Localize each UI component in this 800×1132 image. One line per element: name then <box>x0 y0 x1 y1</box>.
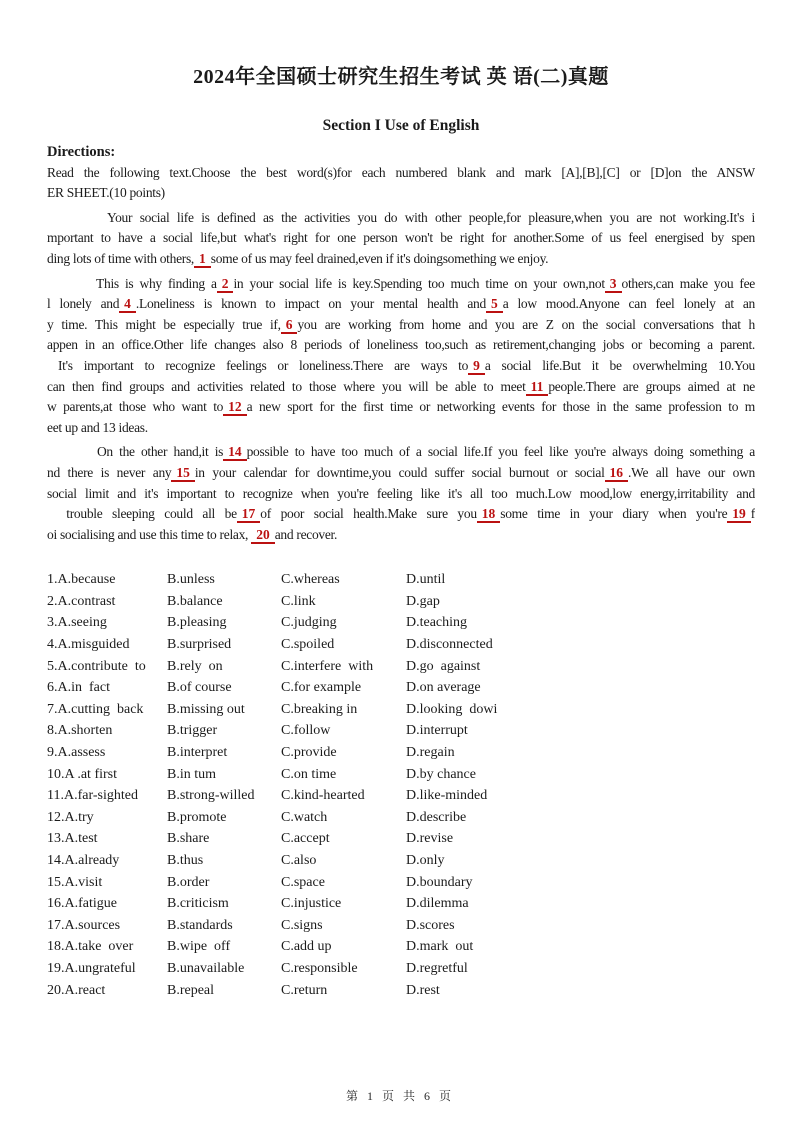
option-cell: C.watch <box>281 809 328 825</box>
text-line: eet up and 13 ideas. <box>47 419 148 435</box>
cloze-blank-5: 5 <box>486 296 503 313</box>
option-cell: D.gap <box>406 593 440 609</box>
cloze-blank-12: 12 <box>223 399 247 416</box>
option-row <box>47 699 755 721</box>
option-cell: B.of course <box>167 680 232 696</box>
option-cell: B.order <box>167 874 210 890</box>
option-cell: C.follow <box>281 723 331 739</box>
option-cell: B.interpret <box>167 745 228 761</box>
text-line: l lonely and 4 .Loneliness is known to impact on your mental health and 5 a low mood.Anyone can feel lonely at an <box>47 296 755 312</box>
option-cell: C.for example <box>281 680 362 696</box>
option-cell: B.thus <box>167 853 204 868</box>
option-row <box>47 764 755 786</box>
option-cell: C.also <box>281 853 317 868</box>
text-line: It's important to recognize feelings or loneliness.There are ways to 9 a social life.But it be overwhelming 10.You <box>47 357 755 373</box>
cloze-blank-20: 20 <box>251 527 275 544</box>
text-line: ding lots of time with others, 1 some of us may feel drained,even if it's doingsomething we enjoy. <box>47 250 549 266</box>
text-line: y time. This might be especially true if, 6 you are working from home and you are Z on the social conversations that h <box>47 316 755 332</box>
cloze-blank-11: 11 <box>526 379 549 396</box>
directions-label: Directions: <box>47 144 116 160</box>
option-cell: 2.A.contrast <box>47 593 116 609</box>
option-cell: D.on average <box>406 680 481 696</box>
option-row <box>47 828 755 850</box>
option-cell: 4.A.misguided <box>47 637 130 653</box>
passage-paragraph <box>47 208 755 270</box>
option-cell: C.add up <box>281 939 332 955</box>
option-cell: B.balance <box>167 593 223 609</box>
option-cell: C.whereas <box>281 572 340 588</box>
option-cell: B.strong-willed <box>167 788 255 804</box>
directions-text <box>47 163 755 204</box>
text-line: Your social life is defined as the activities you do with other people,for pleasure,when you are not working.It's i <box>47 209 755 225</box>
cloze-blank-9: 9 <box>468 358 485 375</box>
text-line: nd there is never any 15 in your calendar for downtime,you could suffer social burnout or social 16 .We all have our own <box>47 464 755 480</box>
option-cell: C.signs <box>281 917 323 933</box>
option-cell: C.responsible <box>281 960 358 976</box>
option-cell: 12.A.try <box>47 809 94 825</box>
option-row <box>47 893 755 915</box>
option-cell: C.return <box>281 982 328 998</box>
option-cell: 7.A.cutting back <box>47 701 144 717</box>
option-cell: 3.A.seeing <box>47 615 107 631</box>
cloze-blank-6: 6 <box>281 317 298 334</box>
text-line: This is why finding a 2 in your social life is key.Spending too much time on your own,not 3 others,can make you fee <box>47 275 755 291</box>
option-cell: 15.A.visit <box>47 874 103 890</box>
option-row <box>47 936 755 958</box>
option-cell: B.in tum <box>167 766 217 782</box>
option-cell: 5.A.contribute to <box>47 658 146 674</box>
option-cell: C.breaking in <box>281 701 358 717</box>
cloze-blank-1: 1 <box>194 251 211 268</box>
option-cell: D.boundary <box>406 874 473 890</box>
option-cell: C.space <box>281 874 325 890</box>
option-cell: 18.A.take over <box>47 939 134 955</box>
option-cell: C.judging <box>281 615 337 631</box>
option-cell: 10.A .at first <box>47 766 117 782</box>
option-cell: D.interrupt <box>406 723 468 739</box>
option-cell: C.on time <box>281 766 337 782</box>
option-cell: B.pleasing <box>167 615 227 631</box>
page-title: 2024年全国硕士研究生招生考试 英 语(二)真题 <box>193 66 609 88</box>
text-line: social limit and it's important to recognize when you're feeling like it's all too much.Low mood,low energy,irritability and <box>47 485 755 501</box>
option-row <box>47 569 755 591</box>
option-row <box>47 677 755 699</box>
option-cell: C.accept <box>281 831 330 847</box>
text-line: mportant to have a social life,but what's right for one person won't be right for another.Some of us feel energised by spen <box>47 230 755 246</box>
option-cell: D.disconnected <box>406 637 493 653</box>
option-cell: B.surprised <box>167 637 232 653</box>
option-cell: D.teaching <box>406 615 468 631</box>
option-cell: B.standards <box>167 917 233 933</box>
option-cell: C.injustice <box>281 896 342 912</box>
option-cell: 13.A.test <box>47 831 98 847</box>
text-line: Read the following text.Choose the best word(s)for each numbered blank and mark [A],[B],[C] or [D]on the ANSW <box>47 164 755 180</box>
option-cell: B.promote <box>167 809 227 825</box>
page-number-footer: 第 1 页 共 6 页 <box>345 1089 454 1103</box>
option-cell: B.missing out <box>167 701 245 717</box>
cloze-blank-17: 17 <box>237 506 261 523</box>
option-cell: B.criticism <box>167 896 229 912</box>
option-cell: C.link <box>281 593 316 609</box>
option-cell: D.only <box>406 853 445 868</box>
option-row <box>47 742 755 764</box>
option-row <box>47 591 755 613</box>
option-cell: 8.A.shorten <box>47 723 113 739</box>
passage-paragraph <box>47 442 755 545</box>
options-table <box>47 569 755 1001</box>
option-cell: C.interfere with <box>281 658 374 674</box>
cloze-blank-2: 2 <box>217 276 234 293</box>
option-cell: D.revise <box>406 831 454 847</box>
option-cell: D.scores <box>406 917 455 933</box>
option-row <box>47 807 755 829</box>
option-row <box>47 958 755 980</box>
option-cell: 14.A.already <box>47 853 120 868</box>
option-cell: D.rest <box>406 982 440 998</box>
option-cell: D.mark out <box>406 939 474 955</box>
text-line: oi socialising and use this time to relax, 20 and recover. <box>47 526 338 542</box>
option-cell: B.unless <box>167 572 215 588</box>
text-line: appen in an office.Other life changes also 8 periods of loneliness too,such as retirement,changing jobs or becoming a parent. <box>47 337 755 353</box>
cloze-blank-19: 19 <box>727 506 751 523</box>
option-row <box>47 980 755 1002</box>
cloze-blank-3: 3 <box>605 276 622 293</box>
option-cell: 1.A.because <box>47 572 116 588</box>
option-cell: C.provide <box>281 745 337 761</box>
option-row <box>47 785 755 807</box>
option-cell: D.like-minded <box>406 788 488 804</box>
option-cell: D.go against <box>406 658 481 674</box>
option-cell: B.repeal <box>167 982 215 998</box>
option-row <box>47 720 755 742</box>
option-cell: 20.A.react <box>47 982 106 998</box>
option-row <box>47 915 755 937</box>
text-line: w parents,at those who want to 12 a new sport for the first time or networking events for those in the same profession to m <box>47 399 755 415</box>
option-cell: D.looking dowi <box>406 701 498 717</box>
option-row <box>47 634 755 656</box>
option-row <box>47 612 755 634</box>
option-cell: B.share <box>167 831 210 847</box>
text-line: On the other hand,it is 14 possible to have too much of a social life.If you feel like you're always doing something a <box>47 444 755 460</box>
text-line: trouble sleeping could all be 17 of poor social health.Make sure you 18 some time in your diary when you're 19 f <box>47 506 755 522</box>
option-cell: C.kind-hearted <box>281 788 365 804</box>
cloze-blank-18: 18 <box>477 506 501 523</box>
option-cell: 11.A.far-sighted <box>47 788 138 804</box>
option-cell: D.regretful <box>406 960 468 976</box>
option-cell: D.dilemma <box>406 896 469 912</box>
option-cell: 6.A.in fact <box>47 680 110 696</box>
cloze-blank-15: 15 <box>171 465 195 482</box>
passage-paragraph <box>47 274 755 439</box>
option-row <box>47 656 755 678</box>
text-line: ER SHEET.(10 points) <box>47 185 165 201</box>
option-cell: 16.A.fatigue <box>47 896 117 912</box>
option-cell: 9.A.assess <box>47 745 106 761</box>
option-cell: 17.A.sources <box>47 917 121 933</box>
option-cell: D.by chance <box>406 766 476 782</box>
section-heading: Section I Use of English <box>322 117 480 134</box>
option-cell: C.spoiled <box>281 637 335 653</box>
option-cell: D.until <box>406 572 446 588</box>
option-row <box>47 850 755 872</box>
option-cell: 19.A.ungrateful <box>47 960 136 976</box>
text-line: can then find groups and activities related to those where you will be able to meet 11 people.There are groups aimed at ne <box>47 378 755 394</box>
option-cell: B.trigger <box>167 723 218 739</box>
cloze-blank-16: 16 <box>605 465 629 482</box>
cloze-blank-14: 14 <box>223 444 247 461</box>
option-row <box>47 872 755 894</box>
option-cell: B.unavailable <box>167 960 245 976</box>
cloze-passage <box>47 208 755 546</box>
cloze-blank-4: 4 <box>119 296 136 313</box>
option-cell: D.describe <box>406 809 467 825</box>
option-cell: B.wipe off <box>167 939 231 955</box>
option-cell: D.regain <box>406 745 455 761</box>
option-cell: B.rely on <box>167 658 223 674</box>
